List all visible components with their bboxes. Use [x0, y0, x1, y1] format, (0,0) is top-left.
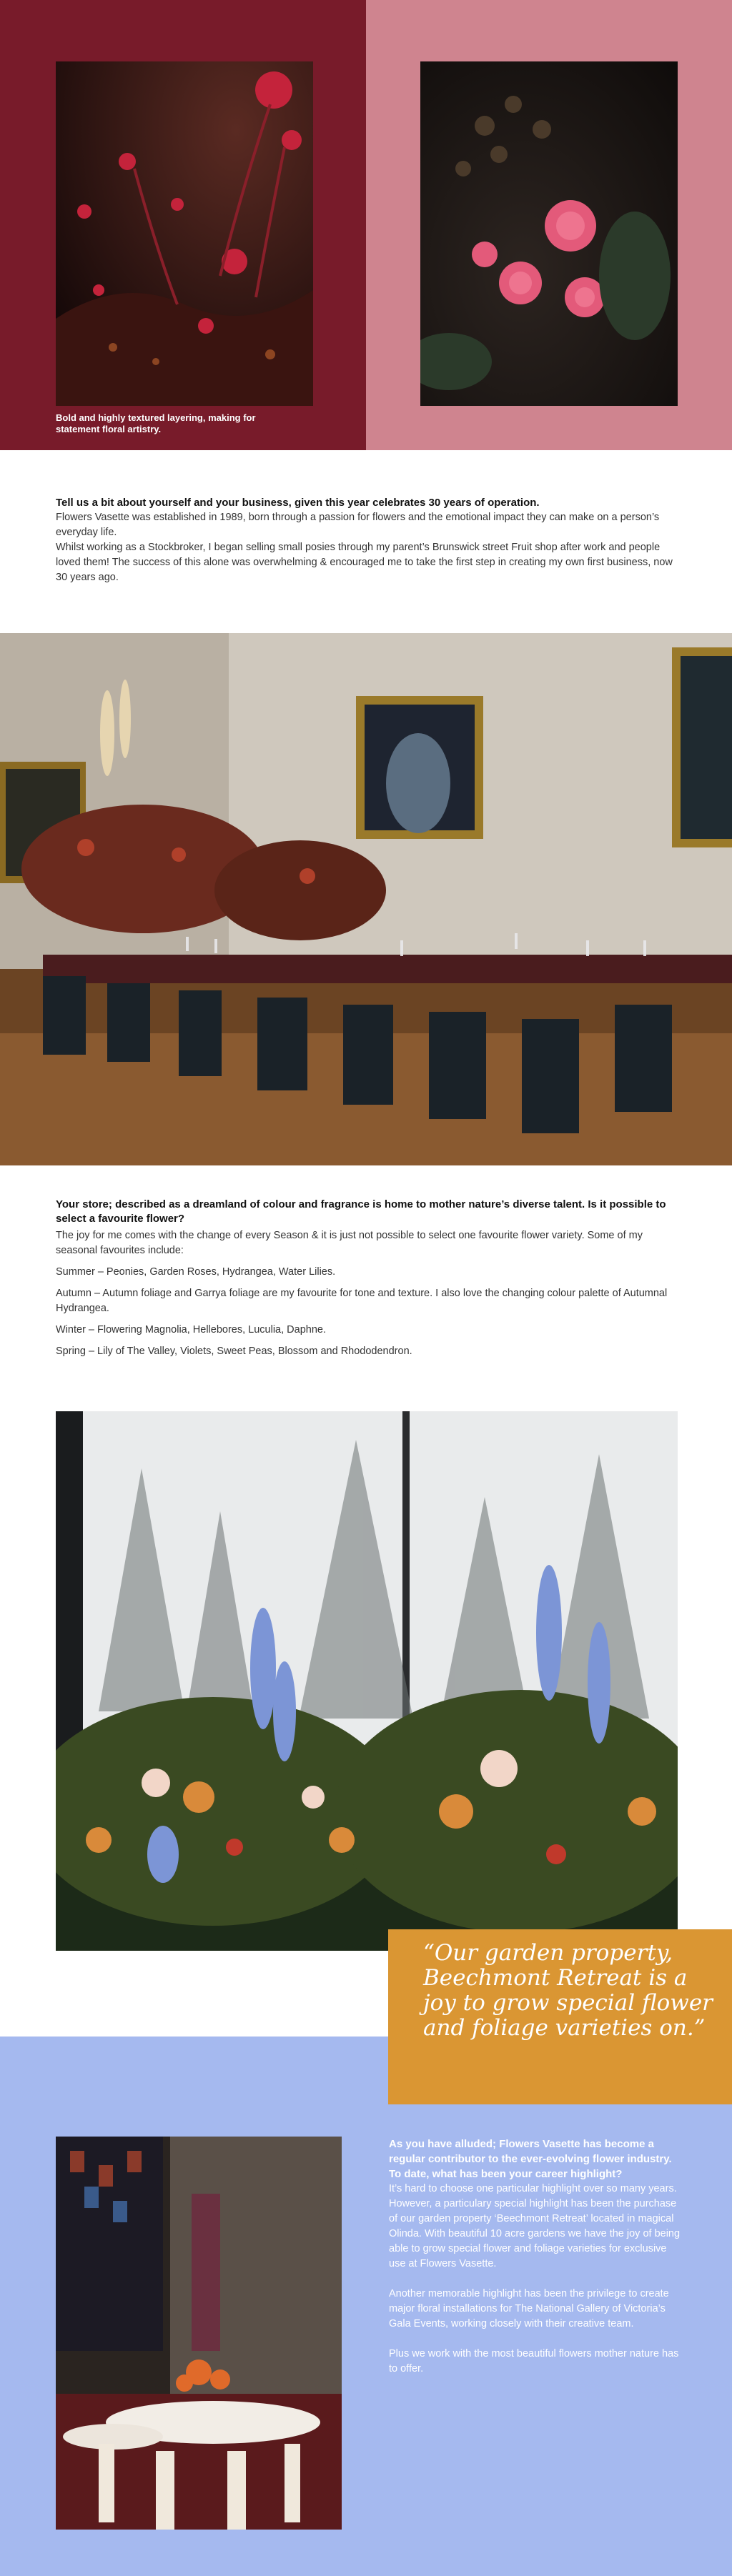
interview-block-2: [56, 1198, 678, 1359]
question-heading: As you have alluded; Flowers Vasette has become a regular contributor to the ever-evolving flower industry. To date, what has been your career highlight?: [389, 2138, 672, 2180]
pull-quote-text: “Our garden property, Beechmont Retreat is a joy to grow special flower and foliage varieties on.”: [423, 1940, 713, 2041]
season-favourites-winter: Winter – Flowering Magnolia, Hellebores, Luculia, Daphne.: [56, 1324, 326, 1336]
answer-paragraph: Flowers Vasette was established in 1989, born through a passion for flowers and the emotional impact they can make on a person’s everyday life.: [56, 512, 660, 538]
red-flowers-photo: [56, 61, 313, 406]
floral-forest-installation-photo: [56, 1411, 678, 1951]
question-heading: Tell us a bit about yourself and your business, given this year celebrates 30 years of operation.: [56, 497, 540, 509]
question-heading: Your store; described as a dreamland of colour and fragrance is home to mother nature’s diverse talent. Is it possible to select a favourite flower?: [56, 1198, 666, 1225]
season-favourites-spring: Spring – Lily of The Valley, Violets, Sweet Peas, Blossom and Rhododendron.: [56, 1346, 412, 1357]
answer-paragraph: Whilst working as a Stockbroker, I began selling small posies through my parent’s Brunswick street Fruit shop after work and people loved them! The success of this alone was overwhelming & encouraged me to take the first step in creating my own first business, now 30 years ago.: [56, 542, 673, 583]
season-favourites-autumn: Autumn – Autumn foliage and Garrya foliage are my favourite for tone and texture. I also love the changing colour palette of Autumnal Hydrangea.: [56, 1288, 668, 1314]
answer-paragraph: Plus we work with the most beautiful flowers mother nature has to offer.: [389, 2348, 679, 2374]
gallery-dining-photo: [0, 633, 732, 1165]
interview-block-3: [389, 2137, 682, 2377]
season-favourites-summer: Summer – Peonies, Garden Roses, Hydrangea, Water Lilies.: [56, 1266, 336, 1278]
answer-paragraph: The joy for me comes with the change of every Season & it is just not possible to select one favourite flower variety. Some of my seasonal favourites include:: [56, 1230, 643, 1256]
event-venue-photo: [56, 2137, 342, 2530]
interview-block-1: [56, 496, 678, 585]
answer-paragraph: It’s hard to choose one particular highlight over so many years. However, a particulary special highlight has been the purchase of our garden property ‘Beechmont Retreat’ located in magical Olinda. With beautiful 10 acre gardens we have the joy of being able to grow special flower and foliage varieties for exclusive use at Flowers Vasette.: [389, 2183, 681, 2269]
photo-caption: Bold and highly textured layering, making for statement floral artistry.: [56, 412, 256, 434]
answer-paragraph: Another memorable highlight has been the privilege to create major floral installations for The National Gallery of Victoria’s Gala Events, working closely with their creative team.: [389, 2288, 669, 2329]
pink-dahlias-photo: [420, 61, 678, 406]
